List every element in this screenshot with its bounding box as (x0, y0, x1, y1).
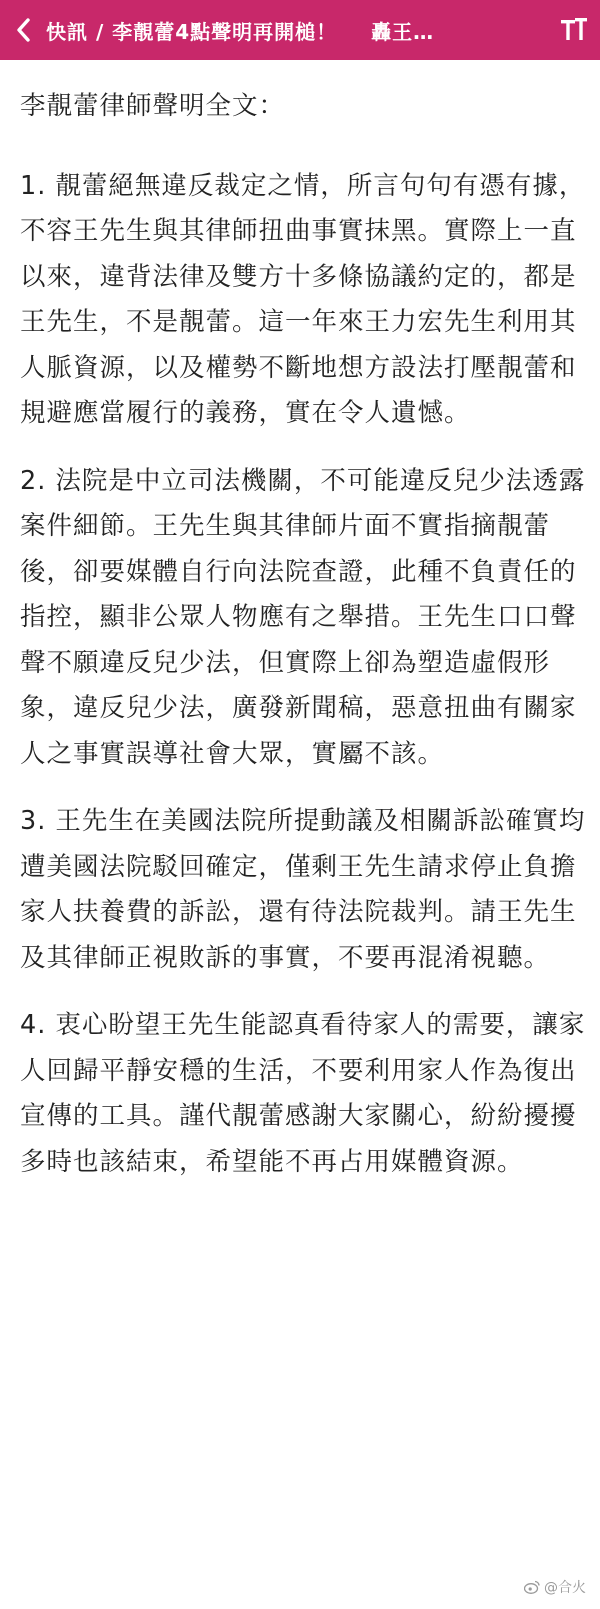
article-title: 快訊 / 李靚蕾4點聲明再開槌！ (46, 19, 338, 44)
weibo-icon (524, 1580, 540, 1594)
top-navigation-bar (0, 0, 600, 60)
back-button[interactable] (0, 0, 46, 60)
page-title (46, 16, 548, 45)
font-size-icon (560, 16, 588, 44)
article-heading: 李靚蕾律師聲明全文： (20, 91, 286, 121)
watermark-text: @合火 (544, 1580, 586, 1596)
chevron-left-icon (16, 18, 30, 42)
statement-paragraph-3: 3. 王先生在美國法院所提動議及相關訴訟確實均遭美國法院駁回確定，僅剩王先生請求停止負擔家人扶養費的訴訟，還有待法院裁判。請王先生及其律師正視敗訴的事實，不要再混淆視聽。 (20, 806, 586, 973)
statement-paragraph-1: 1. 靚蕾絕無違反裁定之情，所言句句有憑有據，不容王先生與其律師扭曲事實抹黑。實際上一直以來，違背法律及雙方十多條協議約定的，都是王先生，不是靚蕾。這一年來王力宏先生利用其人脈資源，以及權勢不斷地想方設法打壓靚蕾和規避應當履行的義務，實在令人遺憾。 (20, 170, 586, 428)
watermark (524, 1577, 586, 1597)
next-article-title[interactable]: 轟王… (371, 19, 435, 44)
article-body (20, 84, 588, 1207)
font-size-button[interactable] (548, 0, 600, 60)
statement-paragraph-2: 2. 法院是中立司法機關，不可能違反兒少法透露案件細節。王先生與其律師片面不實指摘靚蕾後，卻要媒體自行向法院查證，此種不負責任的指控，顯非公眾人物應有之舉措。王先生口口聲聲不願違反兒少法，但實際上卻為塑造虛假形象，違反兒少法，廣發新聞稿，惡意扭曲有關家人之事實誤導社會大眾，實屬不該。 (20, 465, 586, 769)
statement-paragraph-4: 4. 衷心盼望王先生能認真看待家人的需要，讓家人回歸平靜安穩的生活，不要利用家人作為復出宣傳的工具。謹代靚蕾感謝大家關心，紛紛擾擾多時也該結束，希望能不再占用媒體資源。 (20, 1010, 586, 1177)
